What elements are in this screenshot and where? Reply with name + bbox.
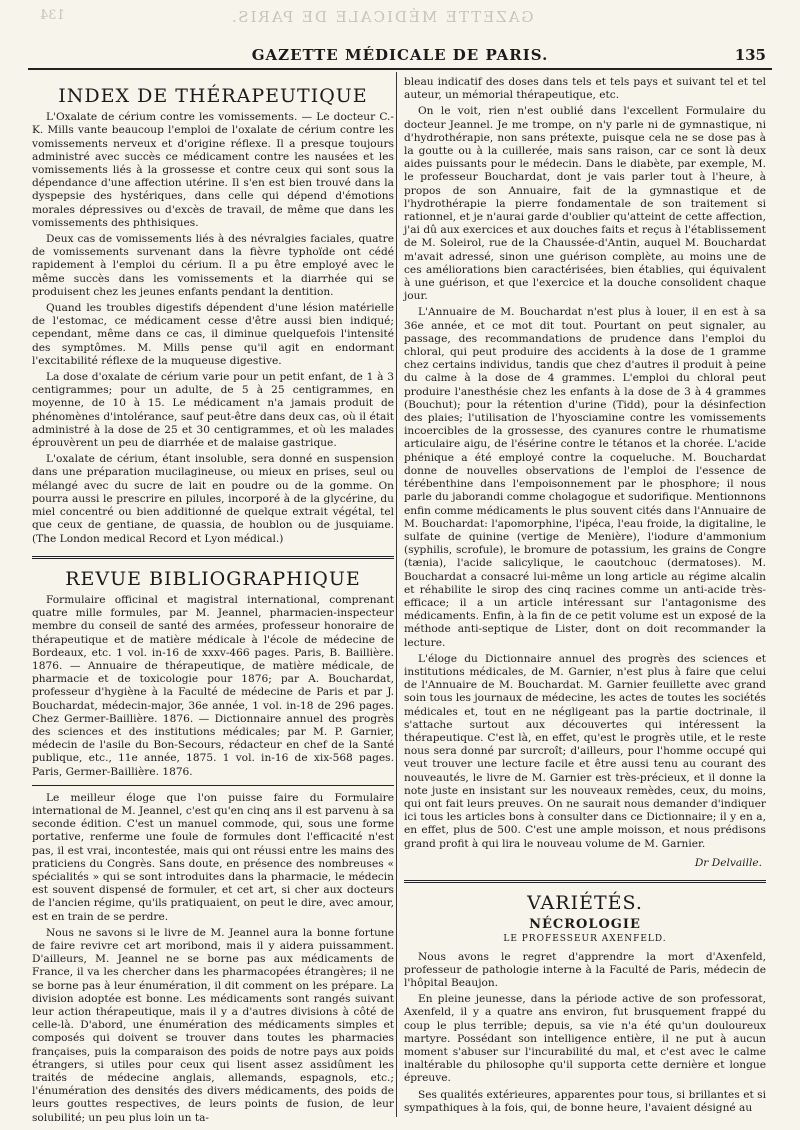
- paragraph: L'Oxalate de cérium contre les vomissements. — Le docteur C.-K. Mills vante beaucoup l'emploi de l'oxalate de cérium contre les vomissements nerveux et d'origine réflexe. Il a presque toujours administré avec succès ce médicament contre les nausées et les vomissements liés à la grossesse et contre ceux qui sont sous la dépendance d'une affection utérine. Il s'en est bien trouvé dans la dyspepsie des hystériques, dans celle qui dépend d'émotions morales dépressives ou d'excès de travail, de même que dans les vomissements des phthisiques.: [32, 111, 394, 229]
- right-column: [404, 76, 766, 1118]
- page-header: [28, 46, 772, 70]
- necrologie-title: NÉCROLOGIE: [529, 917, 641, 933]
- rule: [32, 785, 394, 786]
- journal-title: GAZETTE MÉDICALE DE PARIS.: [251, 46, 549, 64]
- paragraph: Quand les troubles digestifs dépendent d'une lésion matérielle de l'estomac, ce médicament cesse d'être aussi bien indiqué; cependant, même dans ce cas, il diminue quelquefois l'intensité des symptômes. M. Mills pense qu'il agit en endormant l'excitabilité réflexe de la muqueuse digestive.: [32, 302, 394, 367]
- bleed-through-title: GAZETTE MÉDICALE DE PARIS.: [230, 8, 534, 26]
- page-number: 135: [734, 46, 766, 64]
- necrologie-subtitle: LE PROFESSEUR AXENFELD.: [503, 934, 667, 945]
- paragraph: Nous ne savons si le livre de M. Jeannel aura la bonne fortune de faire revivre cet art moribond, mais il y aidera puissamment. D'ailleurs, M. Jeannel ne se borne pas aux médicaments de France, il va les chercher dans les pharmacopées étrangères; il ne se borne pas à leur énumération, il dit comment on les prépare. La division adoptée est bonne. Les médicaments sont rangés suivant leur action thérapeutique, mais il y a d'autres divisions à côté de celle-là. D'abord, une énumération des médicaments simples et composés qui doivent se trouver dans toutes les pharmacies françaises, puis la comparaison des poids de notre pays aux poids étrangers, si utiles pour ceux qui lisent assez assidûment les traités de médecine anglais, allemands, espagnols, etc.; l'énumération des densités des divers médicaments, des poids de leurs gouttes respectives, de leurs points de fusion, de leur solubilité; un peu plus loin un ta-: [32, 926, 394, 1124]
- varietes-title: VARIÉTÉS.: [527, 891, 643, 914]
- paragraph: On le voit, rien n'est oublié dans l'excellent Formulaire du docteur Jeannel. Je me trompe, on n'y parle ni de gymnastique, ni d'hydrothérapie, non sans prétexte, puisque cela ne se dose pas à la goutte ou à la cuillerée, mais sans raison, car ce sont là deux aides puissants pour le médecin. Dans le diabète, par exemple, M. le professeur Bouchardat, dont je vais parler tout à l'heure, à propos de son Annuaire, fait de la gymnastique et de l'hydrothérapie la pierre fondamentale de son traitement si rationnel, et je n'aurai garde d'oublier qu'atteint de cette affection, j'ai dû aux exercices et aux douches faits et reçus à l'établissement de M. Soleirol, rue de la Chaussée-d'Antin, auquel M. Bouchardat m'avait adressé, sinon une guérison complète, au moins une de ces améliorations bien caractérisées, bien établies, qui équivalent à une guérison, et que l'exercice et la douche consolident chaque jour.: [404, 105, 766, 303]
- bleed-through-page: 134: [40, 8, 65, 23]
- paragraph: L'éloge du Dictionnaire annuel des progrès des sciences et institutions médicales, de M. Garnier, n'est plus à faire que celui de l'Annuaire de M. Bouchardat. M. Garnier feuillette avec grand soin tous les journaux de médecine, les actes de toutes les sociétés médicales et, tout en ne négligeant pas la partie doctrinale, il s'attache surtout aux découvertes qui intéressent la thérapeutique. C'est là, en effet, qu'est le progrès utile, et le reste nous sera donné par surcroît; d'ailleurs, pour l'homme occupé qui veut trouver une lecture facile et être aussi tenu au courant des nouveautés, le livre de M. Garnier est très-précieux, et il donne la note juste en insistant sur les nouveaux remèdes, ceux, du moins, qui ont fait leurs preuves. On ne saurait nous demander d'indiquer ici tous les articles bons à consulter dans ce Dictionnaire; il y en a, en effet, plus de 500. C'est une ample moisson, et nous prédisons grand profit à qui lira le nouveau volume de M. Garnier.: [404, 652, 766, 850]
- paragraph: Nous avons le regret d'apprendre la mort d'Axenfeld, professeur de pathologie interne à la Faculté de Paris, médecin de l'hôpital Beaujon.: [404, 950, 766, 989]
- index-title: INDEX DE THÉRAPEUTIQUE: [58, 85, 368, 107]
- paragraph: L'oxalate de cérium, étant insoluble, sera donné en suspension dans une préparation mucilagineuse, ou mieux en prises, seul ou mélangé avec du sucre de lait en poudre ou de la gomme. On pourra aussi le prescrire en pilules, incorporé à de la glycérine, du miel concentré ou bien additionné de quelque extrait végétal, tel que ceux de gentiane, de quassia, de houblon ou de jusquiame. (The London medical Record et Lyon médical.): [32, 453, 394, 545]
- signature: Dr Delvaille.: [694, 856, 762, 869]
- paragraph: En pleine jeunesse, dans la période active de son professorat, Axenfeld, il y a quatre ans environ, fut brusquement frappé du coup le plus terrible; depuis, sa vie n'a été qu'un douloureux martyre. Possédant son intelligence entière, il ne put à aucun moment s'abuser sur l'incurabilité du mal, et c'est avec le calme inaltérable du philosophe qu'il supporta cette dernière et longue épreuve.: [404, 993, 766, 1085]
- paragraph: L'Annuaire de M. Bouchardat n'est plus à louer, il en est à sa 36e année, et ce mot dit tout. Pourtant on peut signaler, au passage, des recommandations de prudence dans l'emploi du chloral, qui peut produire des accidents à la dose de 1 gramme chez certains individus, tandis que chez d'autres il produit à peine du calme à la dose de 4 grammes. L'emploi du chloral peut produire l'anesthésie chez les enfants à la dose de 3 à 4 grammes (Bouchut); pour la rétention d'urine (Tidd), pour la désinfection des plaies; l'utilisation de l'hyosciamine contre les vomissements incoercibles de la grossesse, des cyanures contre le rhumatisme articulaire aigu, de l'ésérine contre le tétanos et la chorée. L'acide phénique a été employé contre la coqueluche. M. Bouchardat donne de nouvelles observations de l'emploi de l'essence de térébenthine dans l'empoisonnement par le phosphore; il nous parle du jaborandi comme cholagogue et sudorifique. Mentionnons enfin comme médicaments le plus souvent cités dans l'Annuaire de M. Bouchardat: l'apomorphine, l'ipéca, l'eau froide, la digitaline, le sulfate de quinine (vertige de Menière), l'iodure d'ammonium (syphilis, scrofule), le bromure de potassium, les grains de Congre (tænia), l'acide salicylique, le caoutchouc (dermatoses). M. Bouchardat a consacré lui-même un long article au régime alcalin et réhabilite le sirop des cinq racines comme un anti-acide très-efficace; il a un article intéressant sur l'antagonisme des médicaments. Enfin, à la fin de ce petit volume est un exposé de la méthode anti-septique de Lister, dont on doit recommander la lecture.: [404, 306, 766, 649]
- paragraph: bleau indicatif des doses dans tels et tels pays et suivant tel et tel auteur, un mémorial thérapeutique, etc.: [404, 76, 766, 102]
- revue-heading: Formulaire officinal et magistral international, comprenant quatre mille formules, par M. Jeannel, pharmacien-inspecteur membre du conseil de santé des armées, professeur honoraire de thérapeutique et de matière médicale à l'école de médecine de Bordeaux, etc. 1 vol. in-16 de xxxv-466 pages. Paris, B. Baillière. 1876. — Annuaire de thérapeutique, de matière médicale, de pharmacie et de toxicologie pour 1876; par A. Bouchardat, professeur d'hygiène à la Faculté de médecine de Paris et par J. Bouchardat, médecin-major, 36e année, 1 vol. in-18 de 296 pages. Chez Germer-Baillière. 1876. — Dictionnaire annuel des progrès des sciences et des institutions médicales; par M. P. Garnier, médecin de l'asile du Bon-Secours, rédacteur en chef de la Santé publique, etc., 11e année, 1875. 1 vol. in-16 de xix-568 pages. Paris, Germer-Baillière. 1876.: [32, 593, 394, 778]
- section-rule: [404, 880, 766, 883]
- paragraph: Le meilleur éloge que l'on puisse faire du Formulaire international de M. Jeannel, c'est qu'en cinq ans il est parvenu à sa seconde édition. C'est un manuel commode, qui, sous une forme portative, renferme une foule de formules dont l'efficacité n'est pas, il est vrai, incontestée, mais qui ont réussi entre les mains des praticiens du Congrès. Sans doute, en présence des nombreuses « spécialités » qui se sont introduites dans la pharmacie, le médecin est souvent dispensé de formuler, et cet art, si cher aux docteurs de l'ancien régime, qu'ils pratiquaient, on peut le dire, avec amour, est en train de se perdre.: [32, 791, 394, 923]
- section-rule: [32, 556, 394, 559]
- revue-title: REVUE BIBLIOGRAPHIQUE: [65, 567, 361, 590]
- paragraph: La dose d'oxalate de cérium varie pour un petit enfant, de 1 à 3 centigrammes; pour un adulte, de 5 à 25 centigrammes, en moyenne, de 10 à 15. Le médicament n'a jamais produit de phénomènes d'intolérance, sauf peut-être dans deux cas, où il était administré à la dose de 25 et 30 centigrammes, et où les malades éprouvèrent un peu de diarrhée et de malaise gastrique.: [32, 371, 394, 450]
- paragraph: Ses qualités extérieures, apparentes pour tous, si brillantes et si sympathiques à la fois, qui, de bonne heure, l'avaient désigné au: [404, 1088, 766, 1114]
- column-divider: [396, 72, 397, 1117]
- left-column: [32, 76, 394, 1128]
- paragraph: Deux cas de vomissements liés à des névralgies faciales, quatre de vomissements survenant dans la fièvre typhoïde ont cédé rapidement à l'emploi du cérium. Il a pu être employé avec le même succès dans les vomissements et la diarrhée qui se produisent chez les jeunes enfants pendant la dentition.: [32, 233, 394, 298]
